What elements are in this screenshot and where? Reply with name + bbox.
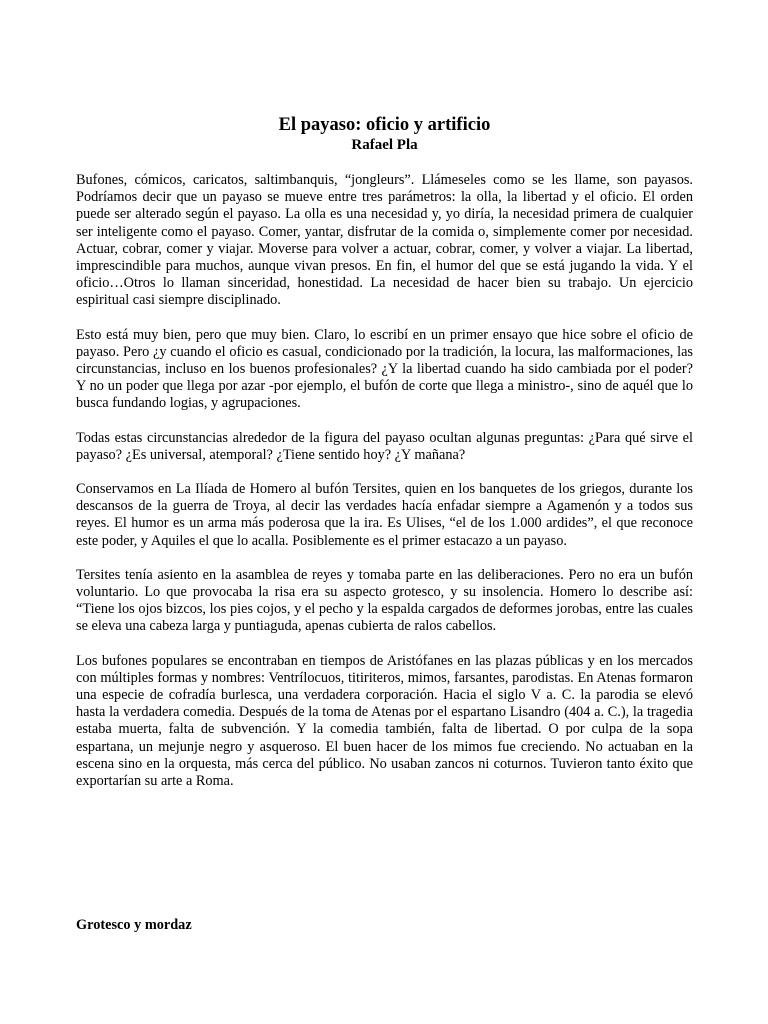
document-title: El payaso: oficio y artificio	[278, 115, 491, 135]
paragraph-2: Esto está muy bien, pero que muy bien. Claro, lo escribí en un primer ensayo que hice sobre el oficio de payaso. Pero ¿y cuando el oficio es casual, condicionado por la tradición, la locura, las malformaciones, las circunstancias, incluso en los buenos profesionales? ¿Y la libertad cuando ha sido cambiada por el poder? Y no un poder que llega por azar -por ejemplo, el bufón de corte que llega a ministro-, sino de aquél que lo busca fundando logias, y agrupaciones.	[76, 326, 693, 412]
paragraph-4: Conservamos en La Ilíada de Homero al bufón Tersites, quien en los banquetes de los griegos, durante los descansos de la guerra de Troya, al decir las verdades hacía enfadar siempre a Agamenón y a todos sus reyes. El humor es un arma más poderosa que la ira. Es Ulises, “el de los 1.000 ardides”, el que reconoce este poder, y Aquiles el que lo acalla. Posiblemente es el primer estacazo a un payaso.	[76, 481, 693, 549]
paragraph-6: Los bufones populares se encontraban en tiempos de Aristófanes en las plazas públicas y en los mercados con múltiples formas y nombres: Ventrílocuos, titiriteros, mimos, farsantes, parodistas. En Atenas formaron una especie de cofradía burlesca, una verdadera corporación. Hacia el siglo V a. C. la parodia se elevó hasta la verdadera comedia. Después de la toma de Atenas por el espartano Lisandro (404 a. C.), la tragedia estaba muerta, falta de subvención. Y la comedia también, falta de libertad. O por culpa de la sopa espartana, un mejunje negro y asqueroso. El buen hacer de los mimos fue creciendo. No actuaban en la escena sino en la orquesta, más cerca del público. No usaban zancos ni coturnos. Tuvieron tanto éxito que exportarían su arte a Roma.	[76, 652, 693, 790]
paragraph-3: Todas estas circunstancias alrededor de la figura del payaso ocultan algunas preguntas: ¿Para qué sirve el payaso? ¿Es universal, atemporal? ¿Tiene sentido hoy? ¿Y mañana?	[76, 429, 693, 463]
section-heading: Grotesco y mordaz	[76, 917, 192, 933]
document-body	[76, 114, 693, 807]
paragraph-5: Tersites tenía asiento en la asamblea de reyes y tomaba parte en las deliberaciones. Pero no era un bufón voluntario. Lo que provocaba la risa era su aspecto grotesco, y su insolencia. Homero lo describe así: “Tiene los ojos bizcos, los pies cojos, y el pecho y la espalda cargados de deformes jorobas, entre las cuales se eleva una cabeza larga y puntiaguda, apenas cubierta de ralos cabellos.	[76, 566, 693, 635]
paragraph-1: Bufones, cómicos, caricatos, saltimbanquis, “jongleurs”. Llámeseles como se les llame, son payasos. Podríamos decir que un payaso se mueve entre tres parámetros: la olla, la libertad y el oficio. El orden puede ser alterado según el payaso. La olla es una necesidad y, yo diría, la necesidad primera de cualquier ser inteligente como el payaso. Comer, yantar, disfrutar de la comida o, simplemente comer por necesidad. Actuar, cobrar, comer y viajar. Moverse para volver a actuar, cobrar, comer, y volver a viajar. La libertad, imprescindible para muchos, aunque vivan presos. En fin, el humor del que se está jugando la vida. Y el oficio…Otros lo llaman sinceridad, honestidad. La necesidad de hacer bien su trabajo. Un ejercicio espiritual casi siempre disciplinado.	[76, 172, 693, 309]
document-author: Rafael Pla	[351, 137, 418, 153]
